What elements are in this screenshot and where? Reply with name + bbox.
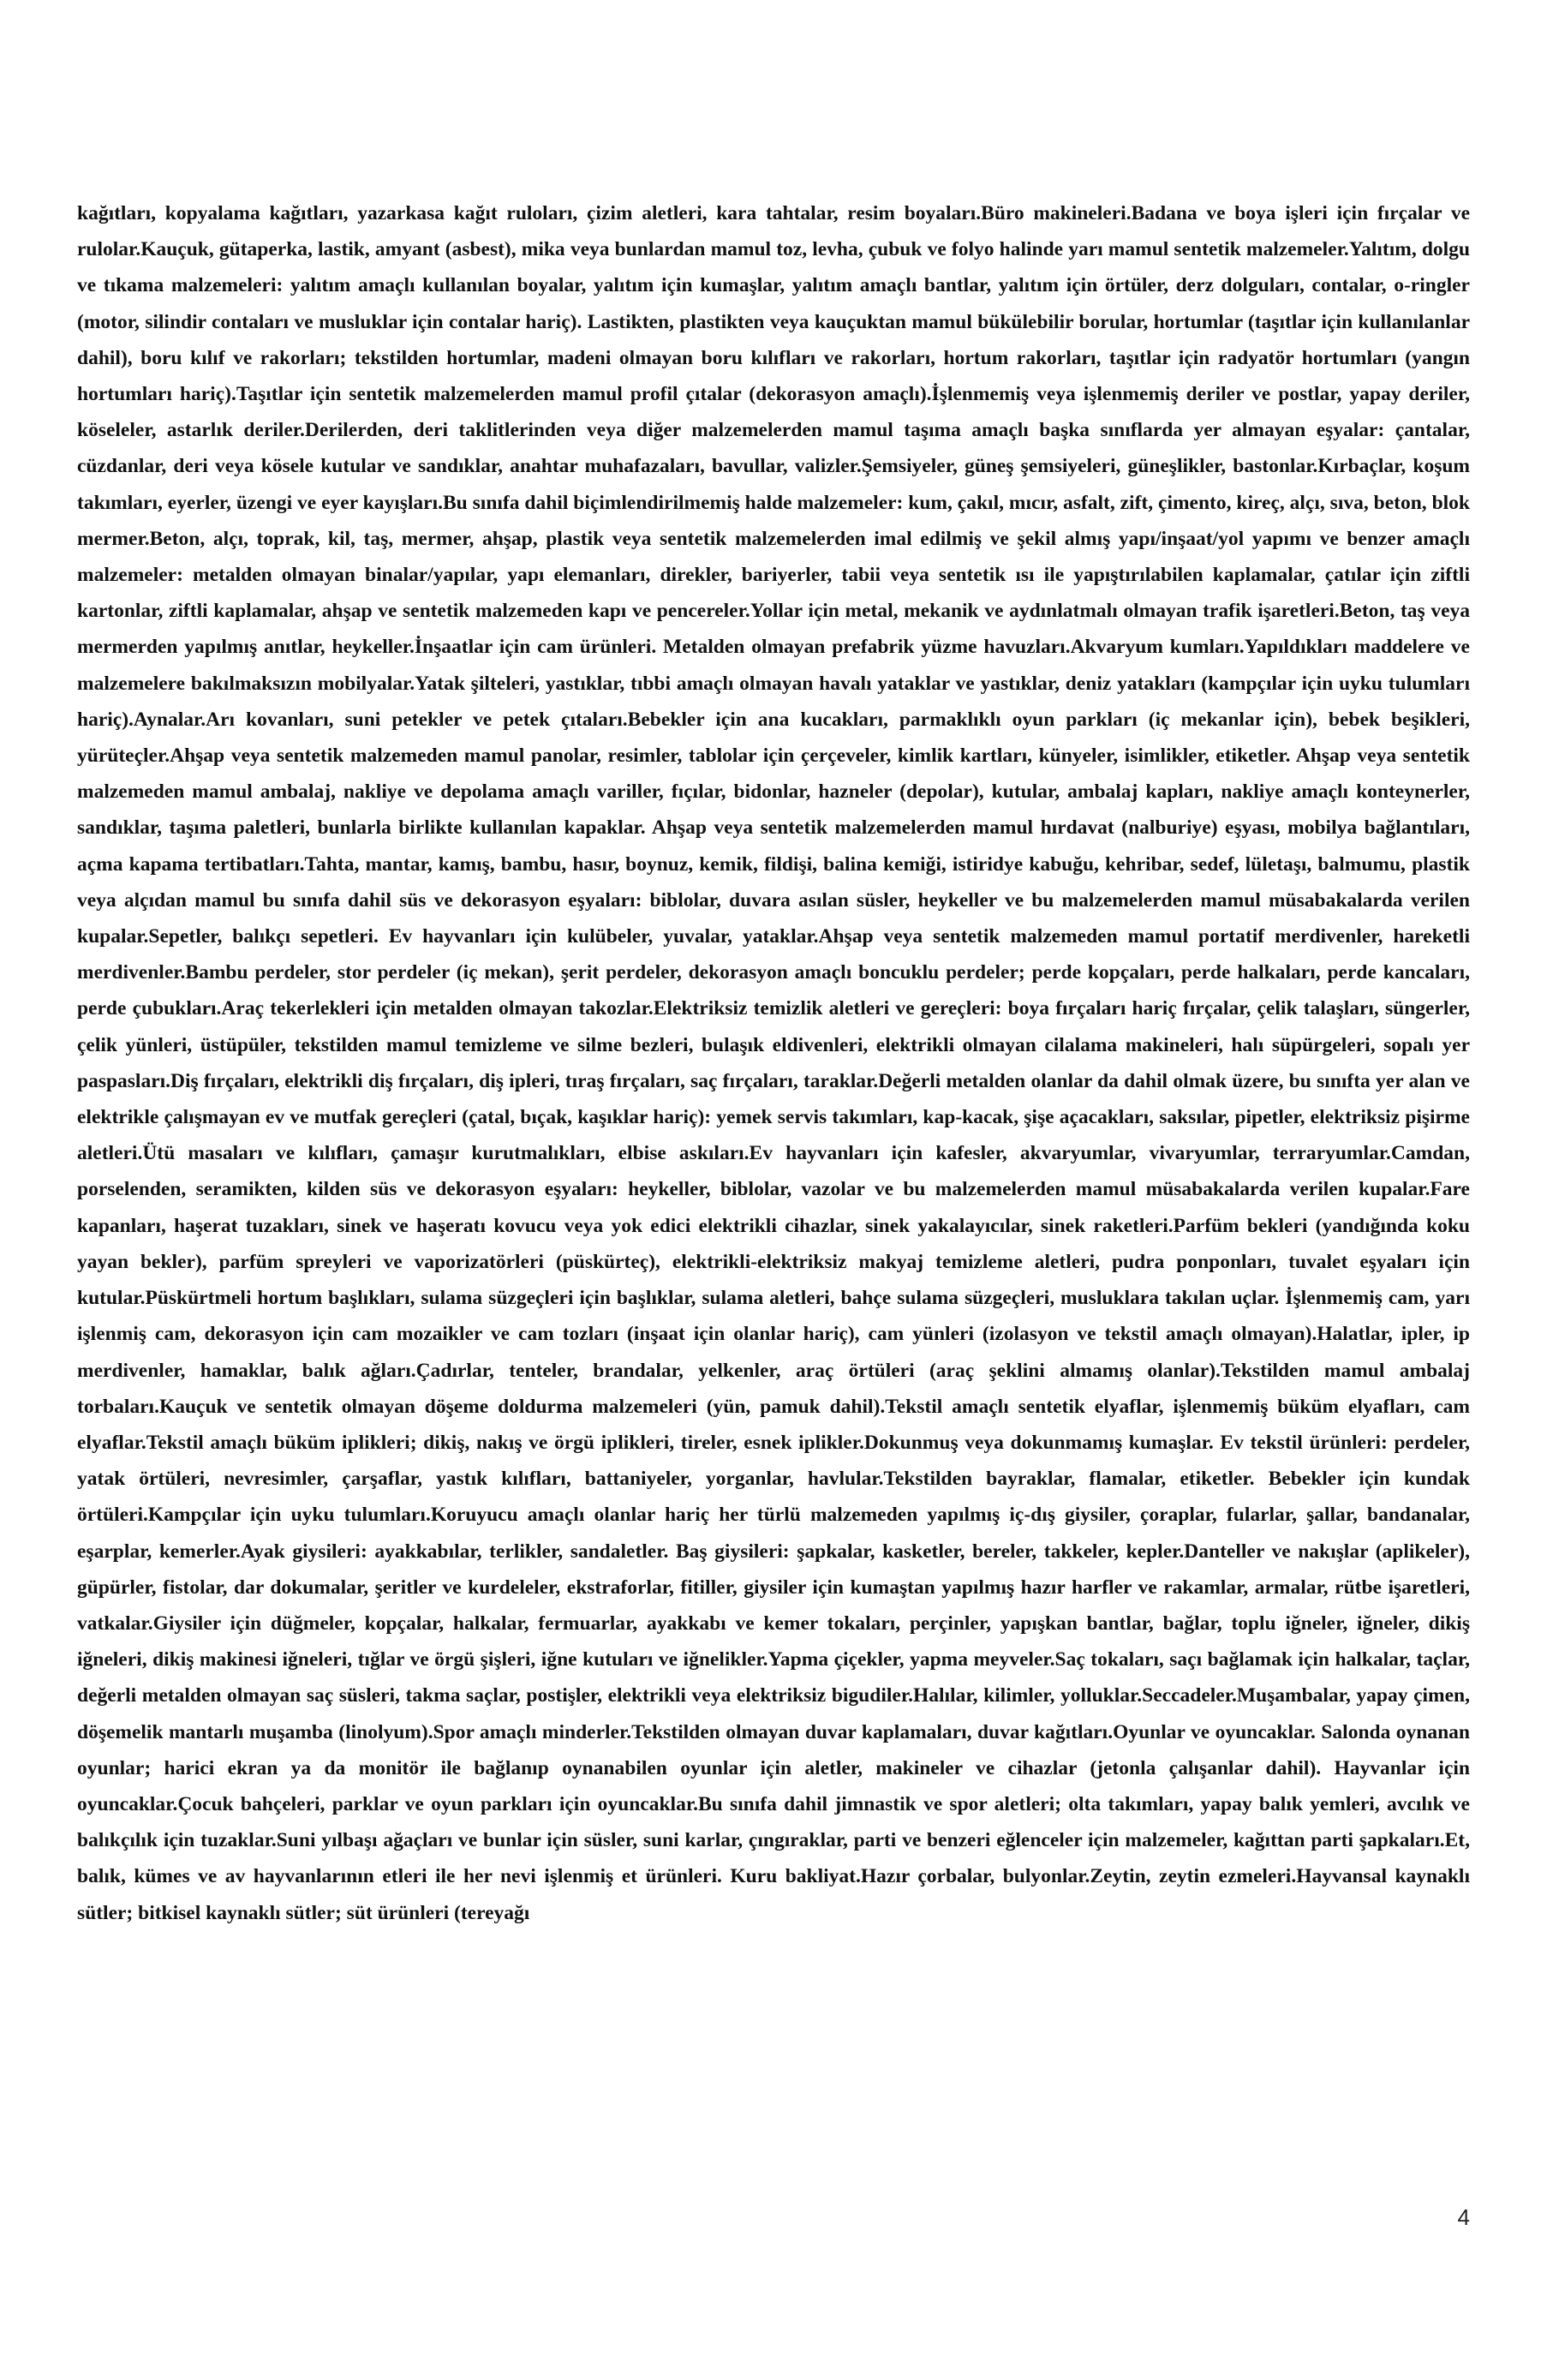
body-paragraph: kağıtları, kopyalama kağıtları, yazarkasa kağıt ruloları, çizim aletleri, kara tahtalar, resim boyaları.Büro makineleri.Badana ve boya işleri için fırçalar ve rulolar.Kauçuk, gütaperka, lastik, amyant (asbest), mika veya bunlardan mamul toz, levha, çubuk ve folyo halinde yarı mamul sentetik malzemeler.Yalıtım, dolgu ve tıkama malzemeleri: yalıtım amaçlı kullanılan boyalar, yalıtım için kumaşlar, yalıtım amaçlı bantlar, yalıtım için örtüler, derz dolguları, contalar, o-ringler (motor, silindir contaları ve musluklar için contalar hariç). Lastikten, plastikten veya kauçuktan mamul bükülebilir borular, hortumlar (taşıtlar için kullanılanlar dahil), boru kılıf ve rakorları; tekstilden hortumlar, madeni olmayan boru kılıfları ve rakorları, hortum rakorları, taşıtlar için radyatör hortumları (yangın hortumları hariç).Taşıtlar için sentetik malzemelerden mamul profil çıtalar (dekorasyon amaçlı).İşlenmemiş veya işlenmemiş deriler ve postlar, yapay deriler, köseleler, astarlık deriler.Derilerden, deri taklitlerinden veya diğer malzemelerden mamul taşıma amaçlı başka sınıflarda yer almayan eşyalar: çantalar, cüzdanlar, deri veya kösele kutular ve sandıklar, anahtar muhafazaları, bavullar, valizler.Şemsiyeler, güneş şemsiyeleri, güneşlikler, bastonlar.Kırbaçlar, koşum takımları, eyerler, üzengi ve eyer kayışları.Bu sınıfa dahil biçimlendirilmemiş halde malzemeler: kum, çakıl, mıcır, asfalt, zift, çimento, kireç, alçı, sıva, beton, blok mermer.Beton, alçı, toprak, kil, taş, mermer, ahşap, plastik veya sentetik malzemelerden imal edilmiş ve şekil almış yapı/inşaat/yol yapımı ve benzer amaçlı malzemeler: metalden olmayan binalar/yapılar, yapı elemanları, direkler, bariyerler, tabii veya sentetik ısı ile yapıştırılabilen kaplamalar, çatılar için ziftli kartonlar, ziftli kaplamalar, ahşap ve sentetik malzemeden kapı ve pencereler.Yollar için metal, mekanik ve aydınlatmalı olmayan trafik işaretleri.Beton, taş veya mermerden yapılmış anıtlar, heykeller.İnşaatlar için cam ürünleri. Metalden olmayan prefabrik yüzme havuzları.Akvaryum kumları.Yapıldıkları maddelere ve malzemelere bakılmaksızın mobilyalar.Yatak şilteleri, yastıklar, tıbbi amaçlı olmayan havalı yataklar ve yastıklar, deniz yatakları (kampçılar için uyku tulumları hariç).Aynalar.Arı kovanları, suni petekler ve petek çıtaları.Bebekler için ana kucakları, parmaklıklı oyun parkları (iç mekanlar için), bebek beşikleri, yürüteçler.Ahşap veya sentetik malzemeden mamul panolar, resimler, tablolar için çerçeveler, kimlik kartları, künyeler, isimlikler, etiketler. Ahşap veya sentetik malzemeden mamul ambalaj, nakliye ve depolama amaçlı variller, fıçılar, bidonlar, hazneler (depolar), kutular, ambalaj kapları, nakliye amaçlı konteynerler, sandıklar, taşıma paletleri, bunlarla birlikte kullanılan kapaklar. Ahşap veya sentetik malzemelerden mamul hırdavat (nalburiye) eşyası, mobilya bağlantıları, açma kapama tertibatları.Tahta, mantar, kamış, bambu, hasır, boynuz, kemik, fildişi, balina kemiği, istiridye kabuğu, kehribar, sedef, lületaşı, balmumu, plastik veya alçıdan mamul bu sınıfa dahil süs ve dekorasyon eşyaları: biblolar, duvara asılan süsler, heykeller ve bu malzemelerden mamul müsabakalarda verilen kupalar.Sepetler, balıkçı sepetleri. Ev hayvanları için kulübeler, yuvalar, yataklar.Ahşap veya sentetik malzemeden mamul portatif merdivenler, hareketli merdivenler.Bambu perdeler, stor perdeler (iç mekan), şerit perdeler, dekorasyon amaçlı boncuklu perdeler; perde kopçaları, perde halkaları, perde kancaları, perde çubukları.Araç tekerlekleri için metalden olmayan takozlar.Elektriksiz temizlik aletleri ve gereçleri: boya fırçaları hariç fırçalar, çelik talaşları, süngerler, çelik yünleri, üstüpüler, tekstilden mamul temizleme ve silme bezleri, bulaşık eldivenleri, elektrikli olmayan cilalama makineleri, halı süpürgeleri, sopalı yer paspasları.Diş fırçaları, elektrikli diş fırçaları, diş ipleri, tıraş fırçaları, saç fırçaları, taraklar.Değerli metalden olanlar da dahil olmak üzere, bu sınıfta yer alan ve elektrikle çalışmayan ev ve mutfak gereçleri (çatal, bıçak, kaşıklar hariç): yemek servis takımları, kap-kacak, şişe açacakları, saksılar, pipetler, elektriksiz pişirme aletleri.Ütü masaları ve kılıfları, çamaşır kurutmalıkları, elbise askıları.Ev hayvanları için kafesler, akvaryumlar, vivaryumlar, terraryumlar.Camdan, porselenden, seramikten, kilden süs ve dekorasyon eşyaları: heykeller, biblolar, vazolar ve bu malzemelerden mamul müsabakalarda verilen kupalar.Fare kapanları, haşerat tuzakları, sinek ve haşeratı kovucu veya yok edici elektrikli cihazlar, sinek yakalayıcılar, sinek raketleri.Parfüm bekleri (yandığında koku yayan bekler), parfüm spreyleri ve vaporizatörleri (püskürteç), elektrikli-elektriksiz makyaj temizleme aletleri, pudra ponponları, tuvalet eşyaları için kutular.Püskürtmeli hortum başlıkları, sulama süzgeçleri için başlıklar, sulama aletleri, bahçe sulama süzgeçleri, musluklara takılan uçlar. İşlenmemiş cam, yarı işlenmiş cam, dekorasyon için cam mozaikler ve cam tozları (inşaat için olanlar hariç), cam yünleri (izolasyon ve tekstil amaçlı olmayan).Halatlar, ipler, ip merdivenler, hamaklar, balık ağları.Çadırlar, tenteler, brandalar, yelkenler, araç örtüleri (araç şeklini almamış olanlar).Tekstilden mamul ambalaj torbaları.Kauçuk ve sentetik olmayan döşeme doldurma malzemeleri (yün, pamuk dahil).Tekstil amaçlı sentetik elyaflar, işlenmemiş büküm elyafları, cam elyaflar.Tekstil amaçlı büküm iplikleri; dikiş, nakış ve örgü iplikleri, tireler, esnek iplikler.Dokunmuş veya dokunmamış kumaşlar. Ev tekstil ürünleri: perdeler, yatak örtüleri, nevresimler, çarşaflar, yastık kılıfları, battaniyeler, yorganlar, havlular.Tekstilden bayraklar, flamalar, etiketler. Bebekler için kundak örtüleri.Kampçılar için uyku tulumları.Koruyucu amaçlı olanlar hariç her türlü malzemeden yapılmış iç-dış giysiler, çoraplar, fularlar, şallar, bandanalar, eşarplar, kemerler.Ayak giysileri: ayakkabılar, terlikler, sandaletler. Baş giysileri: şapkalar, kasketler, bereler, takkeler, kepler.Danteller ve nakışlar (aplikeler), güpürler, fistolar, dar dokumalar, şeritler ve kurdeleler, ekstraforlar, fitiller, giysiler için kumaştan yapılmış hazır harfler ve rakamlar, armalar, rütbe işaretleri, vatkalar.Giysiler için düğmeler, kopçalar, halkalar, fermuarlar, ayakkabı ve kemer tokaları, perçinler, yapışkan bantlar, bağlar, toplu iğneler, iğneler, dikiş iğneleri, dikiş makinesi iğneleri, tığlar ve örgü şişleri, iğne kutuları ve iğnelikler.Yapma çiçekler, yapma meyveler.Saç tokaları, saçı bağlamak için halkalar, taçlar, değerli metalden olmayan saç süsleri, takma saçlar, postişler, elektrikli veya elektriksiz bigudiler.Halılar, kilimler, yolluklar.Seccadeler.Muşambalar, yapay çimen, döşemelik mantarlı muşamba (linolyum).Spor amaçlı minderler.Tekstilden olmayan duvar kaplamaları, duvar kağıtları.Oyunlar ve oyuncaklar. Salonda oynanan oyunlar; harici ekran ya da monitör ile bağlanıp oynanabilen oyunlar için aletler, makineler ve cihazlar (jetonla çalışanlar dahil). Hayvanlar için oyuncaklar.Çocuk bahçeleri, parklar ve oyun parkları için oyuncaklar.Bu sınıfa dahil jimnastik ve spor aletleri; olta takımları, yapay balık yemleri, avcılık ve balıkçılık için tuzaklar.Suni yılbaşı ağaçları ve bunlar için süsler, suni karlar, çıngıraklar, parti ve benzeri eğlenceler için malzemeler, kağıttan parti şapkaları.Et, balık, kümes ve av hayvanlarının etleri ile her nevi işlenmiş et ürünleri. Kuru bakliyat.Hazır çorbalar, bulyonlar.Zeytin, zeytin ezmeleri.Hayvansal kaynaklı sütler; bitkisel kaynaklı sütler; süt ürünleri (tereyağı	[77, 202, 1470, 1924]
page-number: 4	[1457, 2204, 1470, 2230]
